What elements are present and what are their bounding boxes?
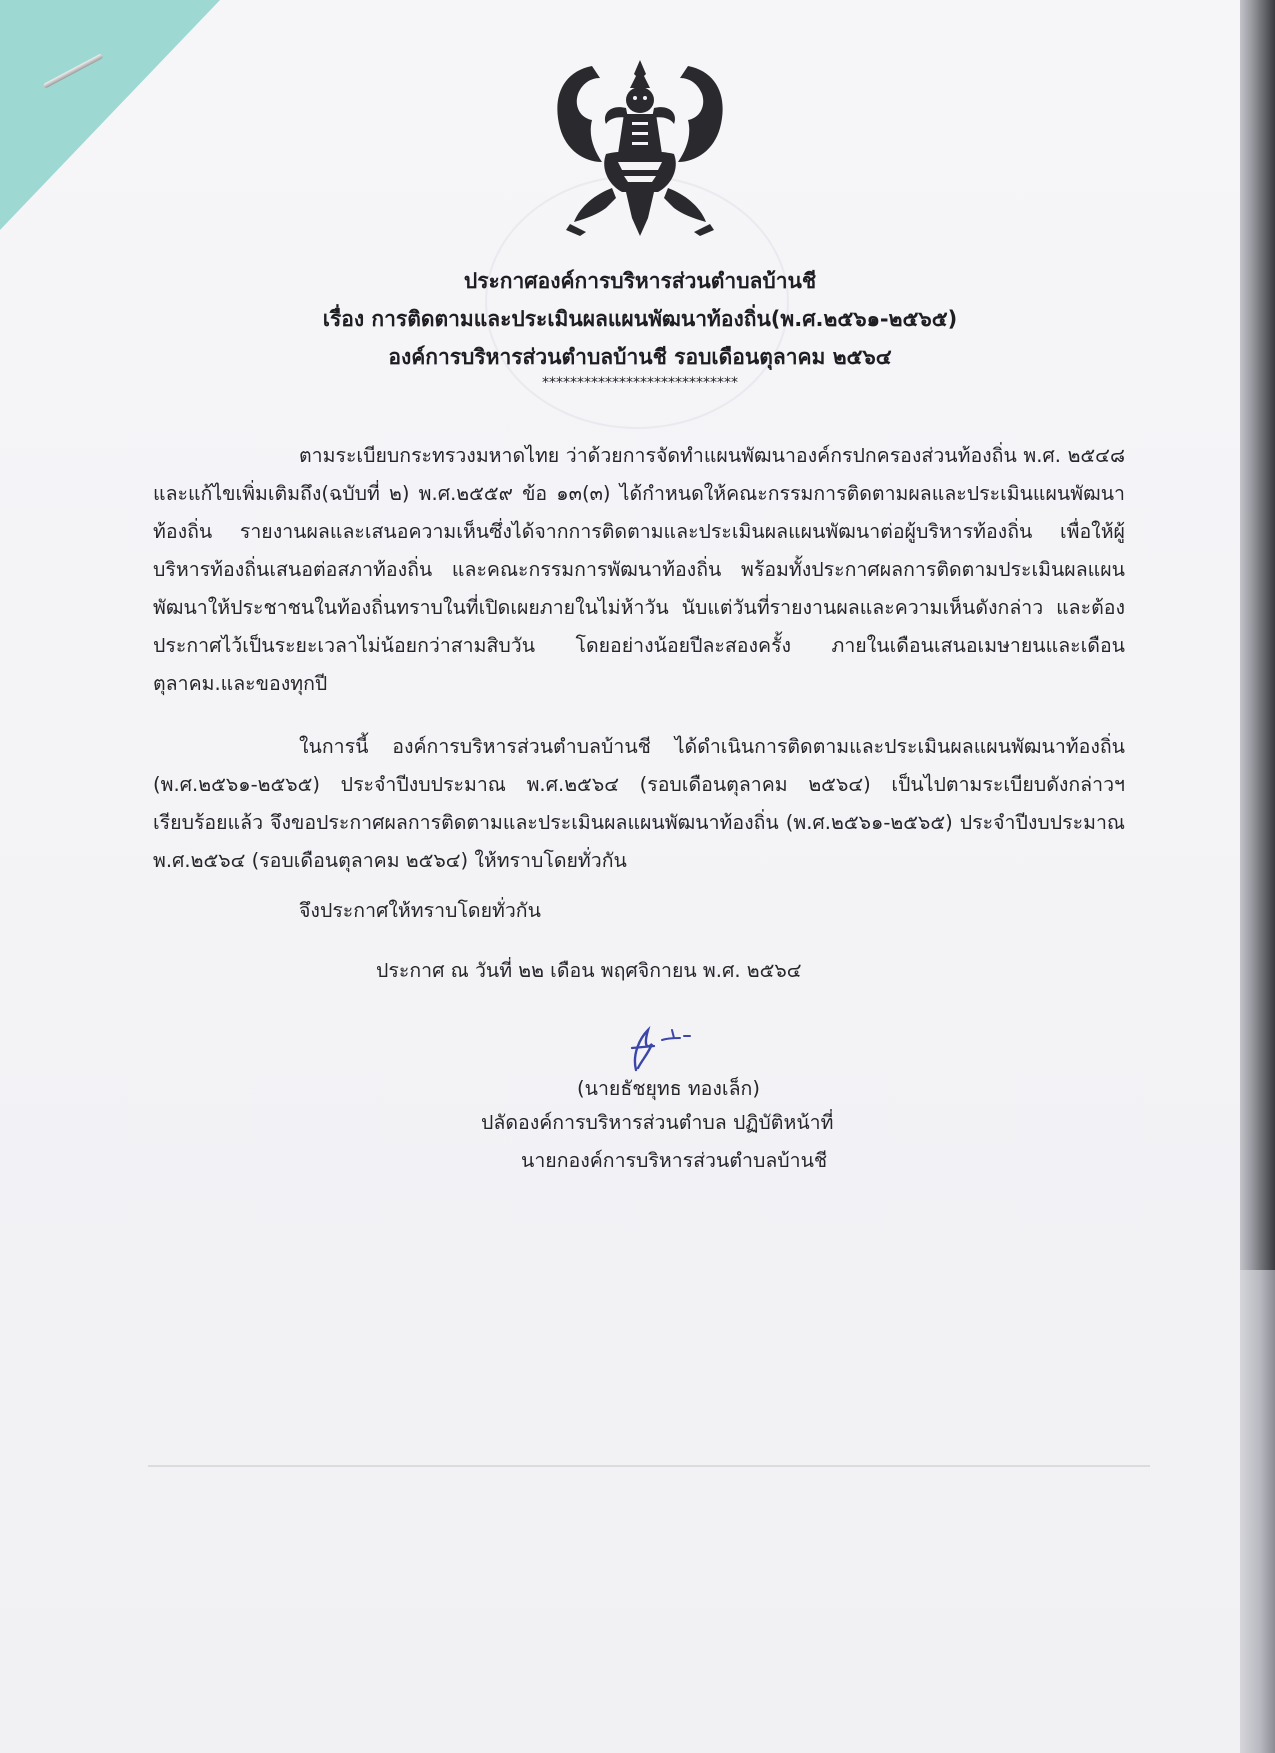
body-paragraph-1: ตามระเบียบกระทรวงมหาดไทย ว่าด้วยการจัดทำแผนพัฒนาองค์กรปกครองส่วนท้องถิ่น พ.ศ. ๒๕๔๘ และแก้ไขเพิ่มเติมถึง(ฉบับที่ ๒) พ.ศ.๒๕๕๙ ข้อ ๑๓(๓) ได้กำหนดให้คณะกรรมการติดตามผลและประเมินแผนพัฒนาท้องถิ่น รายงานผลและเสนอความเห็นซึ่งได้จากการติดตามและประเมินผลแผนพัฒนาต่อผู้บริหารท้องถิ่น เพื่อให้ผู้บริหารท้องถิ่นเสนอต่อสภาท้องถิ่น และคณะกรรมการพัฒนาท้องถิ่น พร้อมทั้งประกาศผลการติดตามประเมินผลแผนพัฒนาให้ประชาชนในท้องถิ่นทราบในที่เปิดเผยภายในไม่ห้าวัน นับแต่วันที่รายงานผลและความเห็นดังกล่าว และต้องประกาศไว้เป็นระยะเวลาไม่น้อยกว่าสามสิบวัน โดยอย่างน้อยปีละสองครั้ง ภายในเดือนเสนอเมษายนและเดือนตุลาคม.และของทุกปี [153,444,1125,695]
signatory-position-2: นายกองค์การบริหารส่วนตำบลบ้านชี [521,1149,828,1172]
closing-line: จึงประกาศให้ทราบโดยทั่วกัน [299,899,541,922]
corner-tab [0,0,220,230]
signatory-name: (นายธัชยุทธ ทองเล็ก) [577,1077,760,1100]
announcement-header [160,262,1120,394]
header-divider: **************************** [542,375,738,391]
date-line: ประกาศ ณ วันที่ ๒๒ เดือน พฤศจิกายน พ.ศ. ๒๕๖๔ [376,959,802,982]
header-subject: เรื่อง การติดตามและประเมินผลแผนพัฒนาท้องถิ่น(พ.ศ.๒๕๖๑-๒๕๖๕) [322,307,958,331]
garuda-emblem-icon [540,58,740,244]
body-paragraph-2: ในการนี้ องค์การบริหารส่วนตำบลบ้านชี ได้ดำเนินการติดตามและประเมินผลแผนพัฒนาท้องถิ่น (พ.ศ.๒๕๖๑-๒๕๖๕) ประจำปีงบประมาณ พ.ศ.๒๕๖๔ (รอบเดือนตุลาคม ๒๕๖๔) เป็นไปตามระเบียบดังกล่าวฯ เรียบร้อยแล้ว จึงขอประกาศผลการติดตามและประเมินผลแผนพัฒนาท้องถิ่น (พ.ศ.๒๕๖๑-๒๕๖๕) ประจำปีงบประมาณ พ.ศ.๒๕๖๔ (รอบเดือนตุลาคม ๒๕๖๔) ให้ทราบโดยทั่วกัน [153,735,1125,872]
underlying-sheet-edge [1238,1270,1275,1753]
signatory-position-1: ปลัดองค์การบริหารส่วนตำบล ปฏิบัติหน้าที่ [481,1111,834,1134]
header-title: ประกาศองค์การบริหารส่วนตำบลบ้านชี [463,269,817,293]
signature-mark [618,1020,698,1076]
header-subtitle: องค์การบริหารส่วนตำบลบ้านชี รอบเดือนตุลาคม ๒๕๖๔ [388,345,892,369]
bleedthrough-rule [148,1465,1150,1467]
